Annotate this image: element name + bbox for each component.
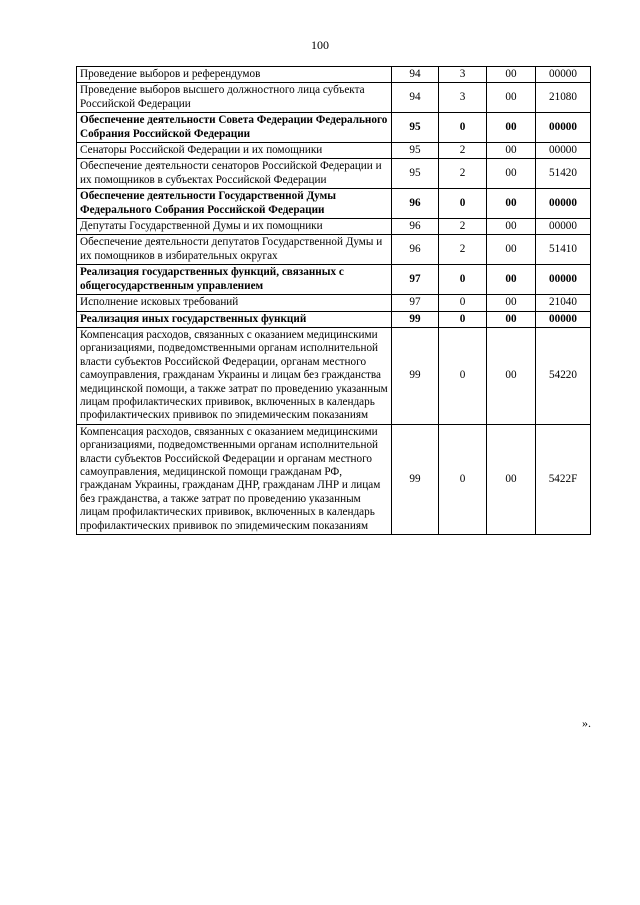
table-row [77, 159, 591, 189]
program-code-cell: 96 [392, 189, 439, 219]
subprogram-code-cell: 0 [439, 327, 487, 424]
expense-name-cell: Компенсация расходов, связанных с оказанием медицинскими организациями, подведомственными органам исполнительной власти субъектов Российской Федерации, органам местного самоуправления, гражданам Украины и лицам без гражданства медицинской помощи, а также затрат по проведению указанным лицам профилактических прививок, включенных в календарь профилактических прививок по эпидемическим показаниям [77, 327, 392, 424]
table-row [77, 424, 591, 534]
table-row [77, 235, 591, 265]
direction-code-cell: 00000 [536, 311, 591, 327]
direction-code-cell: 00000 [536, 113, 591, 143]
section-code-cell: 00 [487, 235, 536, 265]
section-code-cell: 00 [487, 189, 536, 219]
subprogram-code-cell: 2 [439, 143, 487, 159]
expense-name-cell: Обеспечение деятельности Государственной Думы Федерального Собрания Российской Федерации [77, 189, 392, 219]
section-code-cell: 00 [487, 113, 536, 143]
program-code-cell: 97 [392, 295, 439, 311]
table-row [77, 265, 591, 295]
subprogram-code-cell: 0 [439, 311, 487, 327]
direction-code-cell: 00000 [536, 265, 591, 295]
direction-code-cell: 00000 [536, 219, 591, 235]
program-code-cell: 99 [392, 424, 439, 534]
program-code-cell: 96 [392, 235, 439, 265]
section-code-cell: 00 [487, 219, 536, 235]
direction-code-cell: 00000 [536, 143, 591, 159]
section-code-cell: 00 [487, 265, 536, 295]
subprogram-code-cell: 0 [439, 424, 487, 534]
budget-classification-table [76, 66, 591, 535]
program-code-cell: 99 [392, 311, 439, 327]
subprogram-code-cell: 2 [439, 219, 487, 235]
section-code-cell: 00 [487, 311, 536, 327]
section-code-cell: 00 [487, 67, 536, 83]
direction-code-cell: 21080 [536, 83, 591, 113]
section-code-cell: 00 [487, 295, 536, 311]
expense-name-cell: Компенсация расходов, связанных с оказанием медицинскими организациями, подведомственными органам исполнительной власти субъектов Российской Федерации и органам местного самоуправления, медицинской помощи гражданам РФ, гражданам Украины, гражданам ДНР, гражданам ЛНР и лицам без гражданства, а также затрат по проведению указанным лицам профилактических прививок, включенных в календарь профилактических прививок по эпидемическим показаниям [77, 424, 392, 534]
program-code-cell: 95 [392, 159, 439, 189]
subprogram-code-cell: 0 [439, 265, 487, 295]
table-row [77, 311, 591, 327]
table-row [77, 189, 591, 219]
direction-code-cell: 54220 [536, 327, 591, 424]
subprogram-code-cell: 0 [439, 295, 487, 311]
subprogram-code-cell: 0 [439, 113, 487, 143]
program-code-cell: 95 [392, 113, 439, 143]
expense-name-cell: Депутаты Государственной Думы и их помощники [77, 219, 392, 235]
expense-name-cell: Реализация иных государственных функций [77, 311, 392, 327]
direction-code-cell: 51420 [536, 159, 591, 189]
table-row [77, 219, 591, 235]
program-code-cell: 96 [392, 219, 439, 235]
section-code-cell: 00 [487, 83, 536, 113]
section-code-cell: 00 [487, 327, 536, 424]
expense-name-cell: Обеспечение деятельности Совета Федерации Федерального Собрания Российской Федерации [77, 113, 392, 143]
table-row [77, 83, 591, 113]
program-code-cell: 95 [392, 143, 439, 159]
expense-name-cell: Проведение выборов и референдумов [77, 67, 392, 83]
table-row [77, 143, 591, 159]
section-code-cell: 00 [487, 143, 536, 159]
subprogram-code-cell: 2 [439, 159, 487, 189]
table-row [77, 327, 591, 424]
direction-code-cell: 51410 [536, 235, 591, 265]
direction-code-cell: 00000 [536, 189, 591, 219]
subprogram-code-cell: 0 [439, 189, 487, 219]
program-code-cell: 99 [392, 327, 439, 424]
subprogram-code-cell: 3 [439, 67, 487, 83]
table-row [77, 67, 591, 83]
table-row [77, 295, 591, 311]
direction-code-cell: 21040 [536, 295, 591, 311]
table-row [77, 113, 591, 143]
program-code-cell: 94 [392, 83, 439, 113]
section-code-cell: 00 [487, 159, 536, 189]
program-code-cell: 97 [392, 265, 439, 295]
expense-name-cell: Реализация государственных функций, связанных с общегосударственным управлением [77, 265, 392, 295]
expense-name-cell: Сенаторы Российской Федерации и их помощники [77, 143, 392, 159]
expense-name-cell: Обеспечение деятельности депутатов Государственной Думы и их помощников в избирательных округах [77, 235, 392, 265]
expense-name-cell: Обеспечение деятельности сенаторов Российской Федерации и их помощников в субъектах Российской Федерации [77, 159, 392, 189]
section-code-cell: 00 [487, 424, 536, 534]
subprogram-code-cell: 3 [439, 83, 487, 113]
expense-name-cell: Исполнение исковых требований [77, 295, 392, 311]
subprogram-code-cell: 2 [439, 235, 487, 265]
closing-quote-mark: ». [582, 716, 591, 730]
direction-code-cell: 5422F [536, 424, 591, 534]
table-body [77, 67, 591, 535]
program-code-cell: 94 [392, 67, 439, 83]
page-number: 100 [311, 38, 329, 52]
direction-code-cell: 00000 [536, 67, 591, 83]
expense-name-cell: Проведение выборов высшего должностного лица субъекта Российской Федерации [77, 83, 392, 113]
